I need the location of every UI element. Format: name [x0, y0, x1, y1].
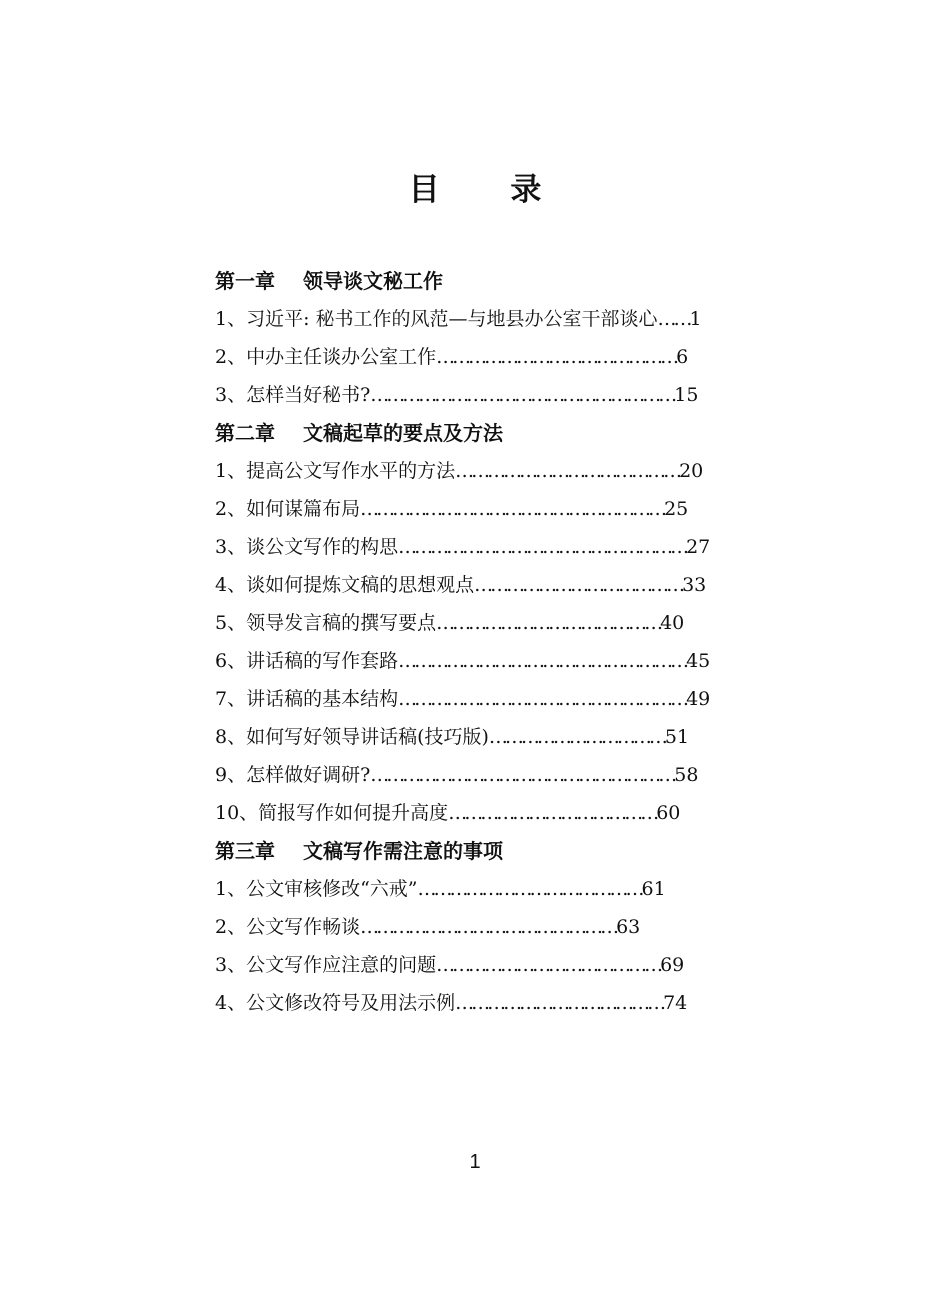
toc-entry-page: 63 — [616, 916, 641, 938]
dot-leader: ……………………………………… — [436, 346, 677, 368]
toc-entry[interactable] — [215, 794, 790, 832]
toc-entry-title: 2、如何谋篇布局 — [215, 498, 361, 520]
toc-entry-title: 8、如何写好领导讲话稿(技巧版) — [215, 726, 489, 748]
toc-entry-title: 2、公文写作畅谈 — [215, 916, 361, 938]
toc-entry-title: 2、中办主任谈办公室工作 — [215, 346, 437, 368]
toc-entry-title: 1、公文审核修改“六戒” — [215, 878, 418, 900]
dot-leader: …………………………… — [488, 726, 665, 748]
dot-leader: ………………………………… — [448, 802, 657, 824]
toc-entry-title: 5、领导发言稿的撰写要点 — [215, 612, 437, 634]
toc-entry[interactable] — [215, 528, 790, 566]
chapter-number: 第二章 — [215, 421, 275, 445]
toc-entry-title: 7、讲话稿的基本结构 — [215, 688, 399, 710]
toc-entry[interactable] — [215, 718, 790, 756]
toc-entry[interactable] — [215, 680, 790, 718]
toc-entry-page: 58 — [674, 764, 699, 786]
toc-entry[interactable] — [215, 870, 790, 908]
chapter-heading — [215, 832, 790, 870]
toc-entry-page: 25 — [664, 498, 689, 520]
toc-entry[interactable] — [215, 984, 790, 1022]
toc-entry-title: 3、谈公文写作的构思 — [215, 536, 399, 558]
toc-entry-title: 3、怎样当好秘书? — [215, 384, 371, 406]
toc-entry[interactable] — [215, 376, 790, 414]
toc-entry-title: 1、习近平: 秘书工作的风范—与地县办公室干部谈心 — [215, 308, 658, 330]
toc-entry-page: 40 — [660, 612, 685, 634]
toc-entry-page: 33 — [682, 574, 707, 596]
toc-entry-page: 60 — [656, 802, 681, 824]
chapter-heading — [215, 414, 790, 452]
dot-leader: …… — [657, 308, 690, 330]
dot-leader: ………………………………………………… — [370, 384, 675, 406]
chapter-heading — [215, 262, 790, 300]
toc-entry[interactable] — [215, 338, 790, 376]
chapter-title: 文稿起草的要点及方法 — [303, 421, 503, 445]
toc-entry[interactable] — [215, 756, 790, 794]
dot-leader: ……………………………………………… — [398, 650, 687, 672]
toc-entry-page: 49 — [686, 688, 711, 710]
dot-leader: ………………………………………………… — [360, 498, 665, 520]
toc-entry-page: 74 — [663, 992, 688, 1014]
table-of-contents — [215, 262, 790, 1022]
dot-leader: …………………………………… — [436, 612, 661, 634]
chapter-number: 第一章 — [215, 269, 275, 293]
dot-leader: …………………………………… — [455, 460, 680, 482]
chapter-title: 领导谈文秘工作 — [303, 269, 443, 293]
page-number: 1 — [469, 1151, 481, 1173]
toc-entry[interactable] — [215, 490, 790, 528]
toc-entry-title: 4、谈如何提炼文稿的思想观点 — [215, 574, 475, 596]
dot-leader: …………………………………… — [436, 954, 661, 976]
chapter-title: 文稿写作需注意的事项 — [303, 839, 503, 863]
page-title: 目 录 — [408, 172, 572, 208]
toc-entry[interactable] — [215, 566, 790, 604]
toc-entry[interactable] — [215, 300, 790, 338]
toc-entry[interactable] — [215, 452, 790, 490]
toc-entry-page: 20 — [679, 460, 704, 482]
toc-entry-title: 1、提高公文写作水平的方法 — [215, 460, 456, 482]
dot-leader: ………………………………… — [474, 574, 683, 596]
toc-entry-title: 4、公文修改符号及用法示例 — [215, 992, 456, 1014]
toc-entry[interactable] — [215, 642, 790, 680]
dot-leader: ………………………………………………… — [370, 764, 675, 786]
dot-leader: …………………………………… — [417, 878, 642, 900]
chapter-number: 第三章 — [215, 839, 275, 863]
toc-entry-page: 15 — [674, 384, 699, 406]
toc-entry-page: 27 — [686, 536, 711, 558]
toc-entry-page: 1 — [689, 308, 702, 330]
toc-entry-title: 3、公文写作应注意的问题 — [215, 954, 437, 976]
dot-leader: ……………………………………………… — [398, 536, 687, 558]
toc-entry[interactable] — [215, 908, 790, 946]
toc-entry-title: 10、简报写作如何提升高度 — [215, 802, 449, 824]
toc-entry-page: 51 — [664, 726, 690, 748]
toc-entry-page: 61 — [641, 878, 666, 900]
toc-entry-page: 6 — [676, 346, 689, 368]
dot-leader: ………………………………………… — [360, 916, 617, 938]
dot-leader: ………………………………… — [455, 992, 664, 1014]
toc-entry-title: 6、讲话稿的写作套路 — [215, 650, 399, 672]
dot-leader: ……………………………………………… — [398, 688, 687, 710]
toc-entry-page: 69 — [660, 954, 685, 976]
toc-entry-page: 45 — [686, 650, 711, 672]
toc-entry-title: 9、怎样做好调研? — [215, 764, 371, 786]
toc-entry[interactable] — [215, 604, 790, 642]
toc-entry[interactable] — [215, 946, 790, 984]
